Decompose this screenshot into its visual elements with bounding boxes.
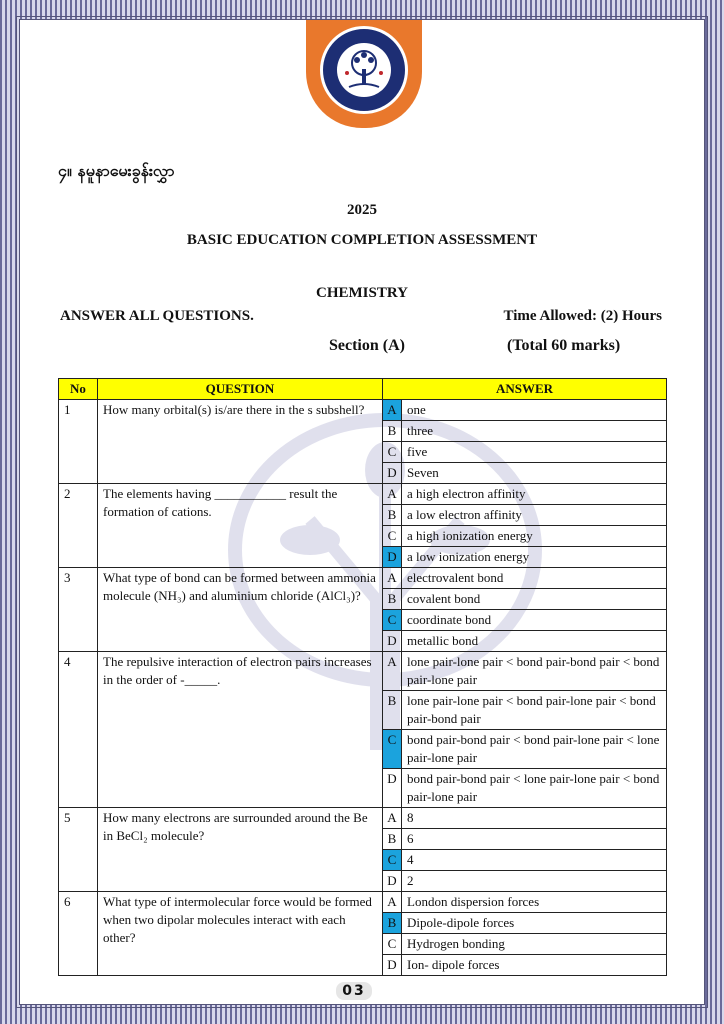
table-row xyxy=(59,808,667,829)
option-text: five xyxy=(402,442,667,463)
option-text: coordinate bond xyxy=(402,610,667,631)
option-letter: B xyxy=(383,913,402,934)
option-text: a high ionization energy xyxy=(402,526,667,547)
question-number: 4 xyxy=(59,652,98,808)
option-letter: C xyxy=(383,526,402,547)
option-text: Ion- dipole forces xyxy=(402,955,667,976)
time-allowed: Time Allowed: (2) Hours xyxy=(503,308,662,324)
option-text: covalent bond xyxy=(402,589,667,610)
option-letter: D xyxy=(383,955,402,976)
option-letter: C xyxy=(383,934,402,955)
option-letter: C xyxy=(383,730,402,769)
question-number: 5 xyxy=(59,808,98,892)
option-text: lone pair-lone pair < bond pair-lone pair < bond pair-bond pair xyxy=(402,691,667,730)
option-letter: A xyxy=(383,808,402,829)
subject-title: CHEMISTRY xyxy=(316,285,408,301)
question-number: 1 xyxy=(59,400,98,484)
question-text: The elements having ___________ result the formation of cations. xyxy=(98,484,383,568)
section-label: Section (A) xyxy=(329,337,405,354)
option-text: Seven xyxy=(402,463,667,484)
option-text: three xyxy=(402,421,667,442)
option-letter: B xyxy=(383,691,402,730)
option-letter: D xyxy=(383,631,402,652)
tree-icon xyxy=(337,43,391,97)
table-row xyxy=(59,568,667,589)
option-letter: A xyxy=(383,568,402,589)
question-number: 6 xyxy=(59,892,98,976)
option-letter: A xyxy=(383,892,402,913)
option-text: bond pair-bond pair < lone pair-lone pair < bond pair-lone pair xyxy=(402,769,667,808)
option-letter: B xyxy=(383,589,402,610)
option-letter: B xyxy=(383,505,402,526)
option-letter: B xyxy=(383,829,402,850)
option-text: lone pair-lone pair < bond pair-bond pair < bond pair-lone pair xyxy=(402,652,667,691)
question-text: What type of intermolecular force would be formed when two dipolar molecules interact with each other? xyxy=(98,892,383,976)
header-question: QUESTION xyxy=(98,379,383,400)
question-number: 2 xyxy=(59,484,98,568)
option-letter: D xyxy=(383,769,402,808)
table-row xyxy=(59,892,667,913)
logo-badge xyxy=(306,20,422,128)
option-letter: D xyxy=(383,871,402,892)
option-letter: A xyxy=(383,484,402,505)
question-text: What type of bond can be formed between ammonia molecule (NH₃) and aluminium chloride (AlCl₃)? xyxy=(98,568,383,652)
option-text: London dispersion forces xyxy=(402,892,667,913)
option-letter: A xyxy=(383,400,402,421)
question-text: How many electrons are surrounded around the Be in BeCl₂ molecule? xyxy=(98,808,383,892)
question-text: How many orbital(s) is/are there in the s subshell? xyxy=(98,400,383,484)
table-row xyxy=(59,400,667,421)
question-text: The repulsive interaction of electron pairs increases in the order of -_____. xyxy=(98,652,383,808)
page-number: 03 xyxy=(336,982,372,1000)
option-text: a low electron affinity xyxy=(402,505,667,526)
exam-year: 2025 xyxy=(347,202,377,218)
option-text: 2 xyxy=(402,871,667,892)
option-letter: C xyxy=(383,442,402,463)
option-letter: B xyxy=(383,421,402,442)
logo-emblem xyxy=(320,26,408,114)
header-answer: ANSWER xyxy=(383,379,667,400)
total-marks: (Total 60 marks) xyxy=(507,337,621,354)
instruction: ANSWER ALL QUESTIONS. xyxy=(60,308,254,324)
exam-title: BASIC EDUCATION COMPLETION ASSESSMENT xyxy=(186,232,538,248)
question-paper-label: ၄။ နမူနာမေးခွန်းလွှာ xyxy=(58,161,175,180)
question-number: 3 xyxy=(59,568,98,652)
option-letter: D xyxy=(383,463,402,484)
option-text: 4 xyxy=(402,850,667,871)
header-no: No xyxy=(59,379,98,400)
option-text: a low ionization energy xyxy=(402,547,667,568)
option-letter: D xyxy=(383,547,402,568)
table-row xyxy=(59,652,667,691)
question-table xyxy=(58,378,667,976)
table-header-row xyxy=(59,379,667,400)
option-text: a high electron affinity xyxy=(402,484,667,505)
option-text: 6 xyxy=(402,829,667,850)
option-letter: C xyxy=(383,850,402,871)
option-letter: A xyxy=(383,652,402,691)
option-text: Dipole-dipole forces xyxy=(402,913,667,934)
option-text: bond pair-bond pair < bond pair-lone pair < lone pair-lone pair xyxy=(402,730,667,769)
option-text: one xyxy=(402,400,667,421)
option-letter: C xyxy=(383,610,402,631)
option-text: electrovalent bond xyxy=(402,568,667,589)
option-text: 8 xyxy=(402,808,667,829)
table-row xyxy=(59,484,667,505)
option-text: metallic bond xyxy=(402,631,667,652)
option-text: Hydrogen bonding xyxy=(402,934,667,955)
